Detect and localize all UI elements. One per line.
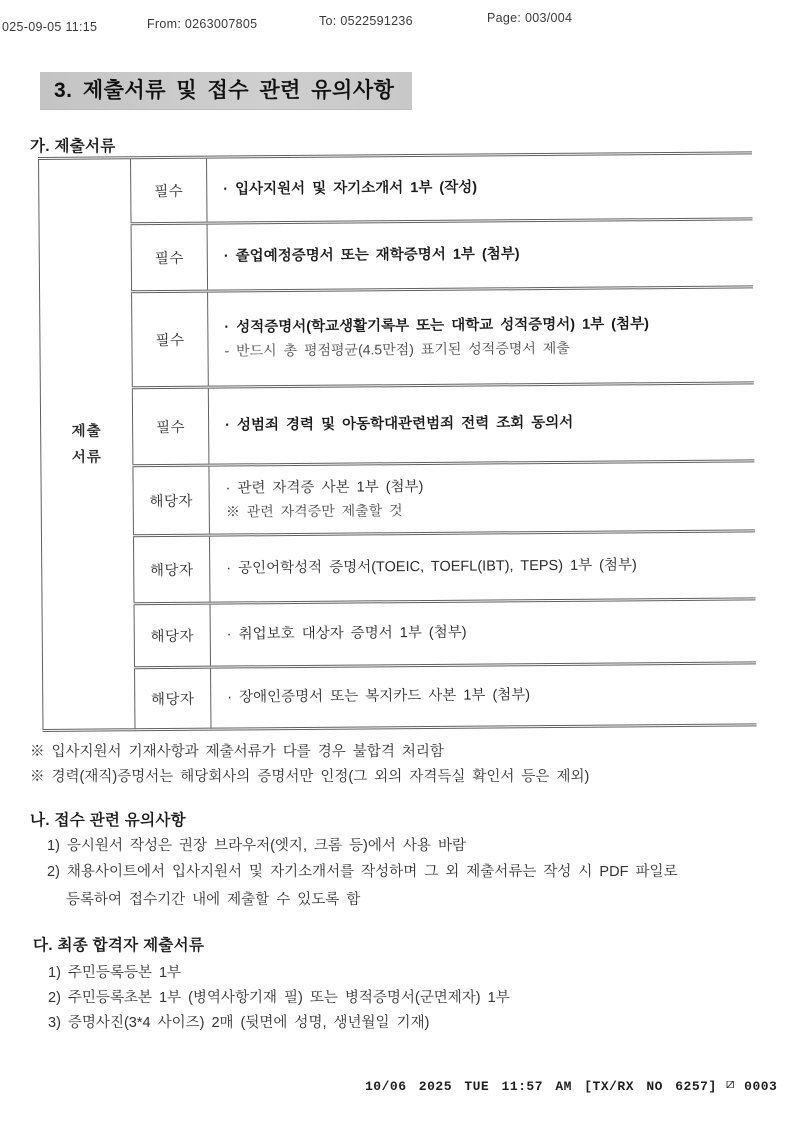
row-header-line: 서류 [71,449,102,466]
list-item-continuation: 등록하여 접수기간 내에 제출할 수 있도록 함 [66,892,361,908]
requirement-type-cell: 해당자 [135,667,211,730]
document-line: · 장애인증명서 또는 복지카드 사본 1부 (첨부) [227,687,531,706]
table-row [43,663,757,731]
table-row [40,383,754,467]
submission-documents-table [38,151,756,732]
requirement-type-cell: 해당자 [134,603,211,668]
document-line: · 관련 자격증 사본 1부 (첨부) [225,478,424,497]
document-line: · 졸업예정증명서 또는 재학증명서 1부 (첨부) [223,246,520,265]
table-row [42,599,756,669]
fax-footer-stamp [365,1078,777,1094]
note-line: ※ 입사지원서 기재사항과 제출서류가 다를 경우 불합격 처리함 [30,744,444,760]
table-footnotes [30,740,589,790]
list-item: 2) 주민등록초본 1부 (병역사항기재 필) 또는 병적증명서(군면제자) 1부 [48,990,510,1006]
section-b-heading: 나. 접수 관련 유의사항 [30,812,186,829]
section-title: 3. 제출서류 및 접수 관련 유의사항 [40,72,412,109]
document-description-cell [207,153,753,223]
document-subline: - 반드시 총 평점평균(4.5만점) 표기된 성적증명서 제출 [224,339,570,359]
fax-to-number: To: 0522591236 [319,14,413,28]
requirement-type-cell: 필수 [131,157,208,224]
footer-page-number: 0003 [744,1078,778,1094]
submission-documents-table-wrap [38,151,756,732]
document-description-cell [210,599,756,667]
fax-page-icon: ⧄ [725,1077,736,1093]
requirement-type-cell: 필수 [132,291,209,388]
document-line: · 성범죄 경력 및 아동학대관련범죄 전력 조회 동의서 [225,414,574,434]
document-line: · 공인어학성적 증명서(TOEIC, TOEFL(IBT), TEPS) 1부 (첨부) [226,557,637,577]
table-row [41,531,755,605]
table-row [39,153,753,225]
requirement-type-cell: 필수 [132,387,209,466]
list-item: 1) 주민등록등본 1부 [48,965,182,981]
section-c-heading: 다. 최종 합격자 제출서류 [33,937,205,954]
fax-datetime: 025-09-05 11:15 [2,20,98,34]
document-subline: ※ 관련 자격증만 제출할 것 [225,501,403,520]
table-row [40,287,754,389]
row-header-cell [39,158,135,731]
document-description-cell [207,219,753,291]
document-description-cell [208,287,754,387]
document-line: · 입사지원서 및 자기소개서 1부 (작성) [223,179,478,198]
row-header-line: 제출 [71,423,102,440]
document-description-cell [208,383,754,465]
document-description-cell [209,531,755,603]
requirement-type-cell: 해당자 [133,465,210,536]
requirement-type-cell: 해당자 [133,535,210,604]
list-item: 3) 증명사진(3*4 사이즈) 2매 (뒷면에 성명, 생년월일 기재) [48,1015,430,1031]
footer-timestamp: 10/06 2025 TUE 11:57 AM [TX/RX NO 6257] [365,1078,717,1094]
document-description-cell [211,663,757,729]
fax-from-number: From: 0263007805 [147,17,258,31]
table-row [41,461,755,537]
note-line: ※ 경력(재직)증명서는 해당회사의 증명서만 인정(그 외의 자격득실 확인서 등은 제외) [30,769,590,785]
table-row [39,219,753,293]
section-a-heading: 가. 제출서류 [30,138,116,155]
document-line: · 성적증명서(학교생활기록부 또는 대학교 성적증명서) 1부 (첨부) [224,315,649,336]
document-description-cell [209,461,755,535]
document-line: · 취업보호 대상자 증명서 1부 (첨부) [226,624,467,643]
list-item: 2) 채용사이트에서 입사지원서 및 자기소개서를 작성하며 그 외 제출서류는 작성 시 PDF 파일로 [47,864,678,880]
requirement-type-cell: 필수 [131,223,208,292]
fax-page-count: Page: 003/004 [487,11,573,25]
list-item: 1) 응시원서 작성은 권장 브라우저(엣지, 크롬 등)에서 사용 바람 [47,838,466,854]
